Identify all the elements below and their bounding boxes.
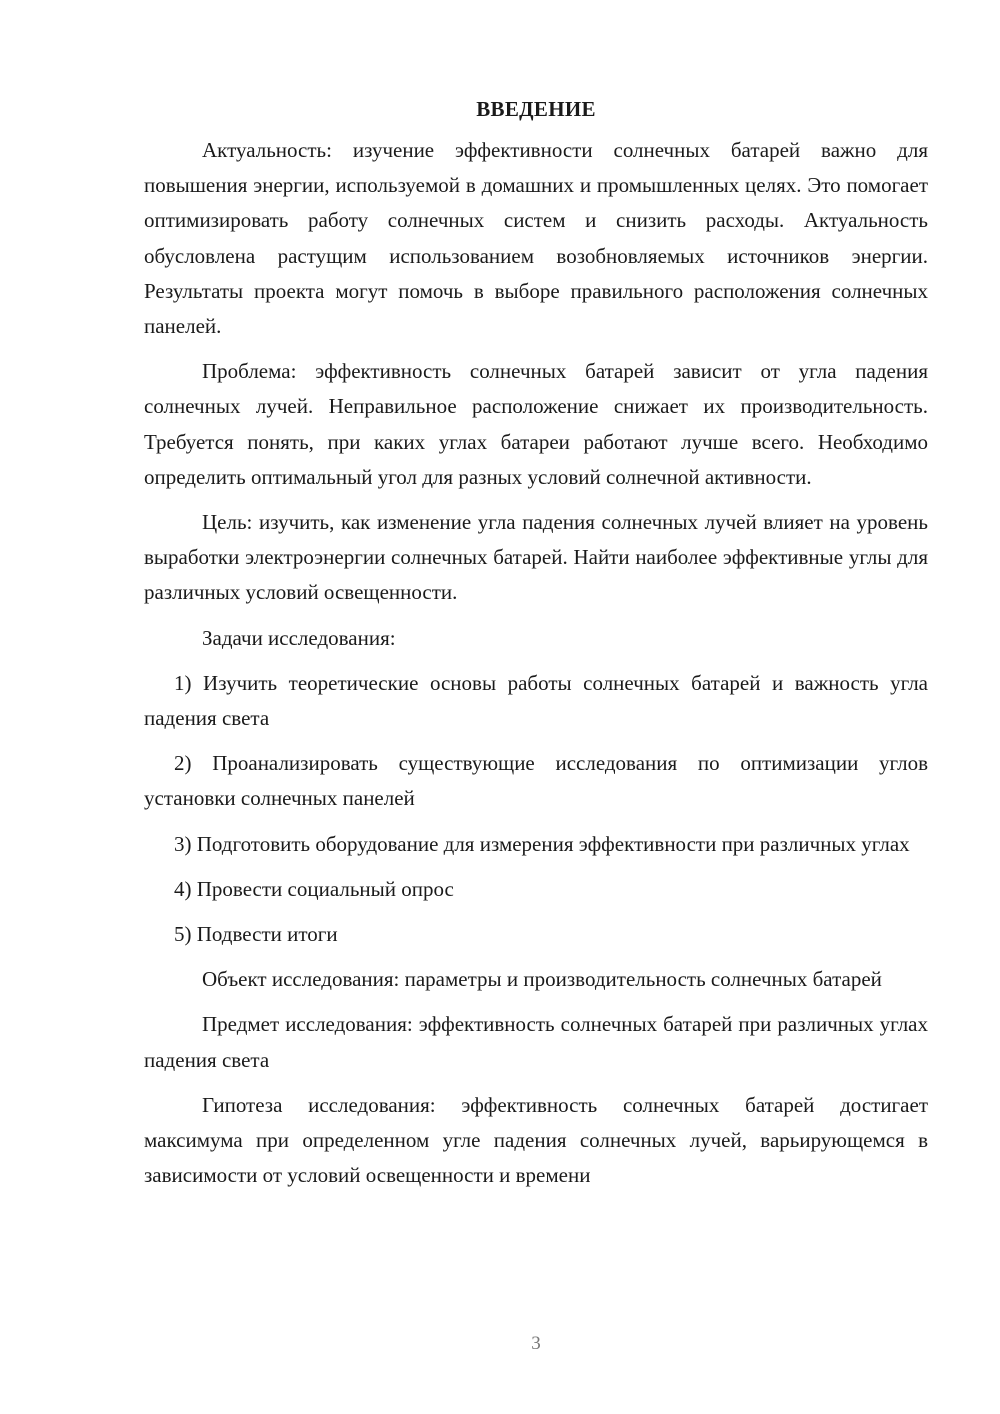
page-number: 3 [531, 1333, 541, 1354]
list-item: 1) Изучить теоретические основы работы солнечных батарей и важность угла падения света [144, 670, 928, 731]
document-page [144, 92, 928, 1193]
hypothesis-paragraph: Гипотеза исследования: эффективность солнечных батарей достигает максимума при определенном угле падения солнечных лучей, варьирующемся в зависимости от условий освещенности и времени [144, 1092, 928, 1188]
tasks-heading: Задачи исследования: [202, 625, 396, 650]
goal-paragraph: Цель: изучить, как изменение угла падения солнечных лучей влияет на уровень выработки электроэнергии солнечных батарей. Найти наиболее эффективные углы для различных условий освещенности. [144, 510, 928, 605]
subject-paragraph: Предмет исследования: эффективность солнечных батарей при различных углах падения света [144, 1012, 928, 1072]
object-paragraph: Объект исследования: параметры и производительность солнечных батарей [202, 967, 882, 992]
list-item: 4) Провести социальный опрос [174, 876, 454, 901]
list-item: 5) Подвести итоги [174, 922, 338, 947]
list-item: 3) Подготовить оборудование для измерения эффективности при различных углах [174, 831, 910, 856]
relevance-paragraph: Актуальность: изучение эффективности солнечных батарей важно для повышения энергии, используемой в домашних и промышленных целях. Это помогает оптимизировать работу солнечных систем и снизить расходы. Актуальность обусловлена растущим использованием возобновляемых источников энергии. Результаты проекта могут помочь в выборе правильного расположения солнечных панелей. [144, 138, 928, 339]
problem-paragraph: Проблема: эффективность солнечных батарей зависит от угла падения солнечных лучей. Неправильное расположение снижает их производительность. Требуется понять, при каких углах батареи работают лучше всего. Необходимо определить оптимальный угол для разных условий солнечной активности. [144, 359, 928, 489]
page-title: ВВЕДЕНИЕ [476, 97, 596, 121]
list-item: 2) Проанализировать существующие исследования по оптимизации углов установки солнечных панелей [144, 751, 928, 811]
